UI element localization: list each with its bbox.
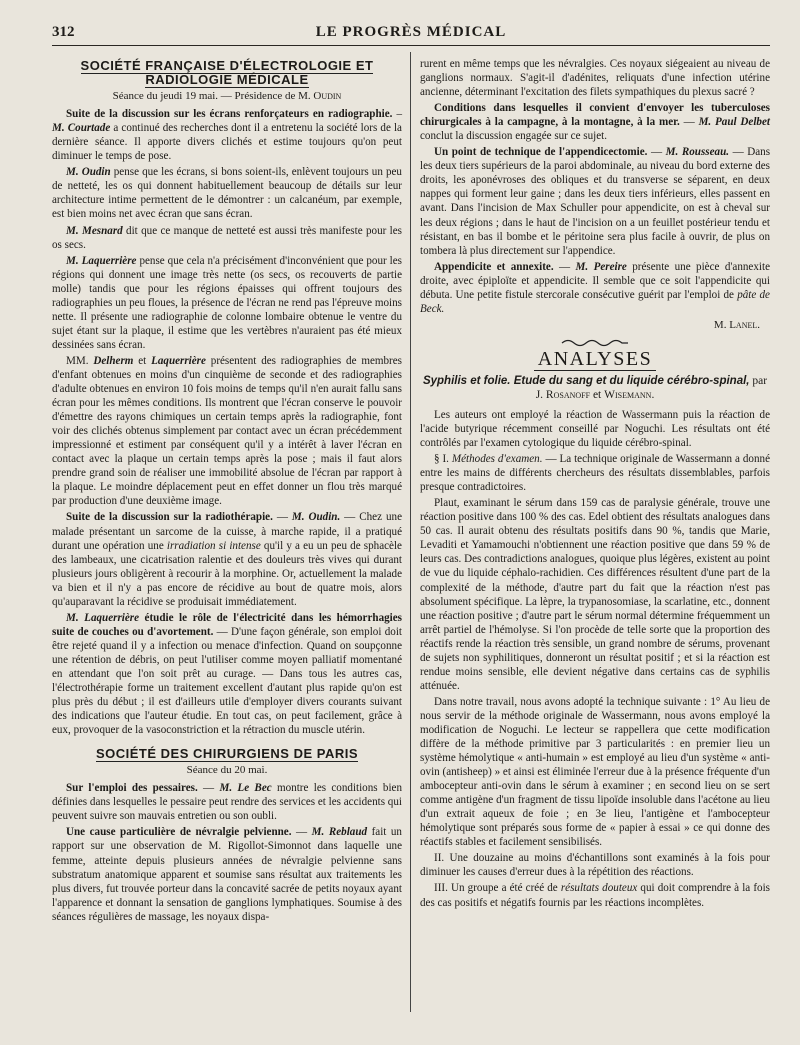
paragraph: rurent en même temps que les névralgies. Ces noyaux siégeaient au niveau de ganglions normaux. S'agit-il d'adénites, reliquats d'une infection utérine ancienne, déterminant l'excitation des filets sympathiques du plexus sacré ? (420, 58, 770, 99)
paragraph: III. Un groupe a été créé de résultats douteux qui doit comprendre à la fois des cas positifs et négatifs fournis par les réactions incomplètes. (420, 882, 770, 909)
right-column (420, 57, 770, 912)
ornament-divider (420, 338, 770, 348)
paragraph: M. Laquerrière pense que cela n'a précisément d'inconvénient que pour les régions qui donnent une image très nette (os secs, os recouverts de partie molle) tandis que pour les régions épaisses qui offrent toujours des radiographies un peu floues, la présence de l'écran ne rend pas l'épreuve moins nette. Il présente une radiographie de colonne lombaire obtenue le ventre du sujet étant sur la plaque, il estime que les vertèbres n'auraient pas été mieux dessinées sans écran. (52, 254, 402, 351)
paragraph: Dans notre travail, nous avons adopté la technique suivante : 1° Au lieu de nous servir de la méthode originale de Wassermann, nous avons employé la modification de Noguchi. Le lecteur se rappellera que cette modification diffère de la méthode primitive par 3 particularités : en premier lieu un système hémolytique « anti-humain » est employé au lieu d'un système « anti-ovin (antisheep) » et ainsi est éliminée l'erreur due à la présence fréquente d'un ambocepteur anti-ovin dans le sérum à examiner ; en second lieu on se sert comme antigène d'un fragment de tissu lipoïde insoluble dans l'acétone au lieu d'un extrait aqueux de foie ; en 3e lieu, l'antigène et l'ambocepteur hémolytique sont préparés sous forme de « papier à essai » ce qui donne des réactifs stables et facilement sensibilisés. (420, 695, 770, 849)
paragraph: Les auteurs ont employé la réaction de Wassermann puis la réaction de l'acide butyrique récemment conseillé par Noguchi. Les résultats ont été contrôlés par l'examen cytologique du liquide cérébro-spinal. (420, 408, 770, 450)
paragraph: Appendicite et annexite. — M. Pereire présente une pièce d'annexite droite, avec épiploïte et appendicite. Il semble que ce soit l'appendicite qui débuta. Une petite fistule stercorale consécutive guérit par l'emploi de pâte de Beck. (420, 260, 770, 315)
paragraph: Suite de la discussion sur les écrans renforçateurs en radiographie. – M. Courtade a continué des recherches dont il a entretenu la société lors de la dernière séance. Il apporte divers clichés et estime toujours qu'on peut diminuer le temps de pose. (52, 108, 402, 163)
paragraph: Sur l'emploi des pessaires. — M. Le Bec montre les conditions bien définies dans lesquelles le pessaire peut rendre des services et les accidents qui peuvent suivre son mauvais entretien ou son oubli. (52, 782, 403, 823)
page-number: 312 (52, 24, 75, 40)
paragraph: Un point de technique de l'appendicectomie. — M. Rousseau. — Dans les deux tiers supérieurs de la paroi abdominale, au niveau du bord externe des droits, les aponévroses des obliques et du transverse se séparent, en deux nappes qui forment leur gaine ; dans les deux tiers inférieurs, elles passent en avant. Dans l'incision de Max Schuller pour appendicite, on est à cheval sur les deux régions ; dans le haut de l'incision on a un feuillet postérieur tendu et résistant, en bas il bombe et le péritoine sera plus facile à ouvrir, de plus on tombera là plus directement sur l'appendice. (420, 146, 771, 257)
paragraph: M. Oudin pense que les écrans, si bons soient-ils, enlèvent toujours un peu de netteté, les os qui donnent habituellement beaucoup de détails sur leur architecture intime permettent de le démontrer : un calcanéum, par exemple, est bien moins net avec écran que sans écran. (52, 166, 402, 221)
page-header (52, 24, 770, 46)
column-divider (410, 52, 411, 1012)
paragraph: M. Mesnard dit que ce manque de netteté est aussi très manifeste pour les os secs. (52, 224, 402, 251)
paragraph: Suite de la discussion sur la radiothérapie. — M. Oudin. — Chez une malade présentant un sarcome de la cuisse, à marche rapide, il a pratiqué durant une opération une irradiation si intense qu'il y a eu un peu de sphacèle des lambeaux, une cicatrisation ralentie et des douleurs très vives qui durant plusieurs jours obligèrent à recourir à la morphine. Or, actuellement la malade va bien et il n'y a pas encore de récidive au bout de quatre mois, alors qu'auparavant la récidive se produisait immédiatement. (52, 511, 402, 608)
header-rule (52, 45, 770, 46)
signature: M. Lanel. (713, 318, 760, 331)
paragraph: II. Une douzaine au moins d'échantillons sont examinés à la fois pour diminuer les causes d'erreur dues à la répétition des réactions. (420, 852, 770, 879)
section-title-electrologie: SOCIÉTÉ FRANÇAISE D'ÉLECTROLOGIE ET RADIOLOGIE MÉDICALE (80, 58, 374, 88)
paragraph: M. Laquerrière étudie le rôle de l'électricité dans les hémorrhagies suite de couches ou d'avortement. — D'une façon générale, son emploi doit être rejeté quand il y a infection ou menace d'infection. Quand on soupçonne une rétention de débris, on peut l'utiliser comme moyen palliatif momentané en attendant que l'on soit prêt au curage. — Dans tous les autres cas, l'électrothérapie forme un traitement excellent d'autant plus rapide qu'on est plus près du début ; il est d'ailleurs utile d'employer divers courants suivant des indications que l'auteur étudie. En tout cas, on peut facilement, grâce à eux, provoquer de la vasoconstriction et la rétraction du muscle utérin. (52, 611, 402, 737)
article-title: Syphilis et folie. Etude du sang et du liquide cérébro-spinal, par J. Rosanoff et Wisemann. (422, 374, 768, 401)
section-title-chirurgiens: SOCIÉTÉ DES CHIRURGIENS DE PARIS (95, 746, 359, 762)
paragraph: Plaut, examinant le sérum dans 159 cas de paralysie générale, trouve une réaction positive dans 100 % des cas. Edel obtient des résultats analogues dans 50 cas. Il aurait obtenu des résultats positifs dans 90 %, tandis que Marie, Levaditi et Yamamouchi n'obtiennent une réaction positive que dans 59 % de leurs cas. Des contradictions analogues, quoique plus légères, existent au point de vue du liquide céphalo-rachidien. Ces différences résultent d'une part de la complexité de la méthode, d'autre part du fait que la réaction n'est pas absolument spécifique. La lèpre, la trypanosomiase, la scarlatine, etc., donnent une réaction positive ; d'autre part le sérum normal détermine fréquemment un arrêt partiel de l'hémolyse. Si l'on procède de telle sorte que la proportion des réactifs rende la réaction très sensible, un grand nombre de sérums, provenant de sujets non syphilitiques, donneront un résultat positif ; et si la réaction est rendue moins sensible, elle devient négative dans certains cas de syphilis atténuée. (420, 497, 770, 692)
president-name: Oudin (313, 90, 342, 103)
analyses-heading: ANALYSES (420, 352, 770, 366)
seance-line: Séance du jeudi 19 mai. — Présidence de M. Oudin (112, 90, 342, 103)
journal-title: LE PROGRÈS MÉDICAL (315, 24, 507, 40)
seance-line: Séance du 20 mai. (186, 764, 268, 777)
paragraph: § I. Méthodes d'examen. — La technique originale de Wassermann a donné entre les mains de différents chercheurs des résultats dissemblables, parfois presque contradictoires. (420, 453, 771, 494)
paragraph: Conditions dans lesquelles il convient d'envoyer les tuberculoses chirurgicales à la campagne, à la montagne, à la mer. — M. Paul Delbet conclut la discussion engagée sur ce sujet. (420, 102, 770, 143)
paragraph: Une cause particulière de névralgie pelvienne. — M. Reblaud fait un rapport sur une observation de M. Rigollot-Simonnot dans laquelle une femme, atteinte depuis plusieurs années de névralgie pelvienne sans substratum anatomique apparent et soumise sans résultat aux traitements les plus divers, fut trouvée porteur dans la concavité sacrée de petits noyaux ayant l'apparence et donnant la sensation de ganglions lymphatiques. Soumise à des séances régulières de massage, les noyaux dispa- (52, 826, 402, 923)
left-column (52, 57, 402, 926)
paragraph: MM. Delherm et Laquerrière présentent des radiographies de membres d'enfant obtenues en moins d'un cinquième de seconde et des radiographies d'adulte obtenues en environ 10 fois moins de temps qu'il n'en aurait fallu sans écran pour les mêmes conditions. Ils montrent que l'écran conserve le pouvoir d'émettre des rayons chimiques un certain temps après la radiographie, font voir des clichés obtenus simplement par contact avec un écran précédemment impressionné et estiment par conséquent qu'il y a intérêt à laver l'écran en contact avec la plaque un certain temps après la pose ; mais il faut alors prendre grand soin de réaliser une immobilité absolue de l'écran par rapport à la plaque. Le moindre déplacement peut en effet donner un flou très marqué par production d'une deuxième image. (52, 354, 402, 508)
